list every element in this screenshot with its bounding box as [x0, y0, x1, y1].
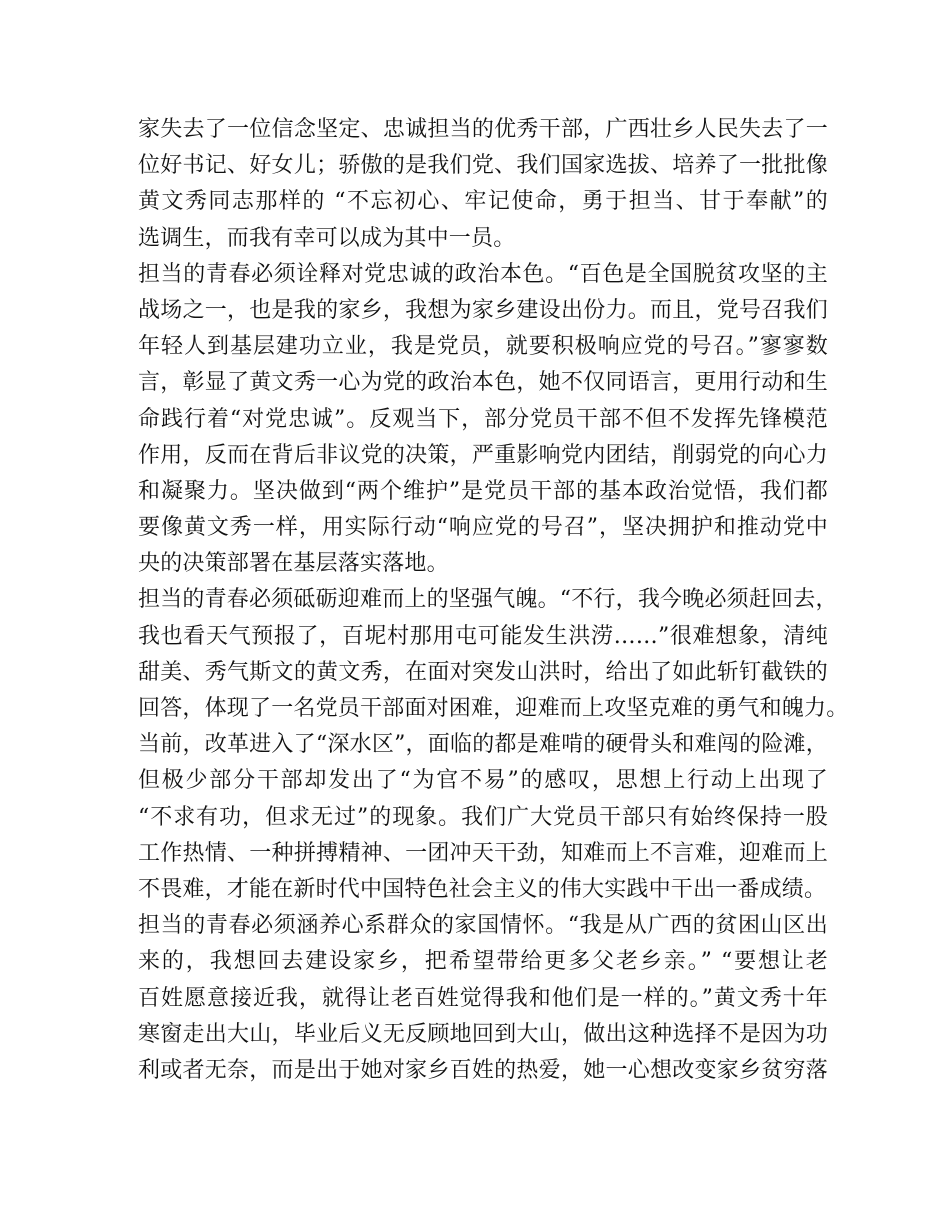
text-line: 和凝聚力。坚决做到“两个维护”是党员干部的基本政治觉悟，我们都 — [138, 478, 828, 504]
text-line: 寒窗走出大山，毕业后义无反顾地回到大山，做出这种选择不是因为功 — [138, 1021, 828, 1047]
text-line: 战场之一，也是我的家乡，我想为家乡建设出份力。而且，党号召我们 — [138, 297, 828, 323]
text-line: 担当的青春必须砥砺迎难而上的坚强气魄。“不行，我今晚必须赶回去， — [138, 587, 838, 613]
text-line: 百姓愿意接近我，就得让老百姓觉得我和他们是一样的。”黄文秀十年 — [138, 985, 828, 1011]
text-line: 要像黄文秀一样，用实际行动“响应党的号召”，坚决拥护和推动党中 — [138, 515, 828, 541]
text-line: 当前，改革进入了“深水区”，面临的都是难啃的硬骨头和难闯的险滩， — [138, 732, 828, 758]
text-line: 选调生，而我有幸可以成为其中一员。 — [138, 225, 516, 251]
text-line: 但极少部分干部却发出了“为官不易”的感叹，思想上行动上出现了 — [138, 768, 828, 794]
text-line: 来的，我想回去建设家乡，把希望带给更多父老乡亲。” “要想让老 — [138, 949, 828, 975]
text-line: 我也看天气预报了，百坭村那用屯可能发生洪涝……”很难想象，清纯 — [138, 623, 828, 649]
text-line: 甜美、秀气斯文的黄文秀，在面对突发山洪时，给出了如此斩钉截铁的 — [138, 659, 828, 685]
text-line: “不求有功，但求无过”的现象。我们广大党员干部只有始终保持一股 — [138, 804, 828, 830]
text-line: 央的决策部署在基层落实落地。 — [138, 551, 449, 577]
text-line: 担当的青春必须诠释对党忠诚的政治本色。“百色是全国脱贫攻坚的主 — [138, 261, 828, 287]
document-body — [138, 112, 849, 1089]
text-line: 家失去了一位信念坚定、忠诚担当的优秀干部，广西壮乡人民失去了一 — [138, 117, 828, 142]
text-line: 命践行着“对党忠诚”。反观当下，部分党员干部不但不发挥先锋模范 — [138, 406, 828, 432]
text-line: 回答，体现了一名党员干部面对困难，迎难而上攻坚克难的勇气和魄力。 — [138, 696, 849, 721]
text-line: 位好书记、好女儿；骄傲的是我们党、我们国家选拔、培养了一批批像 — [138, 153, 828, 179]
text-line: 年轻人到基层建功立业，我是党员，就要积极响应党的号召。”寥寥数 — [138, 334, 828, 360]
text-line: 不畏难，才能在新时代中国特色社会主义的伟大实践中干出一番成绩。 — [138, 876, 827, 902]
text-line: 言，彰显了黄文秀一心为党的政治本色，她不仅同语言，更用行动和生 — [138, 370, 828, 396]
text-line: 黄文秀同志那样的 “不忘初心、牢记使命，勇于担当、甘于奉献”的 — [138, 189, 828, 215]
text-line: 作用，反而在背后非议党的决策，严重影响党内团结，削弱党的向心力 — [138, 442, 828, 468]
text-line: 担当的青春必须涵养心系群众的家国情怀。“我是从广西的贫困山区出 — [138, 913, 828, 939]
text-line: 利或者无奈，而是出于她对家乡百姓的热爱，她一心想改变家乡贫穷落 — [138, 1057, 828, 1083]
text-line: 工作热情、一种拼搏精神、一团冲天干劲，知难而上不言难，迎难而上 — [138, 840, 828, 866]
